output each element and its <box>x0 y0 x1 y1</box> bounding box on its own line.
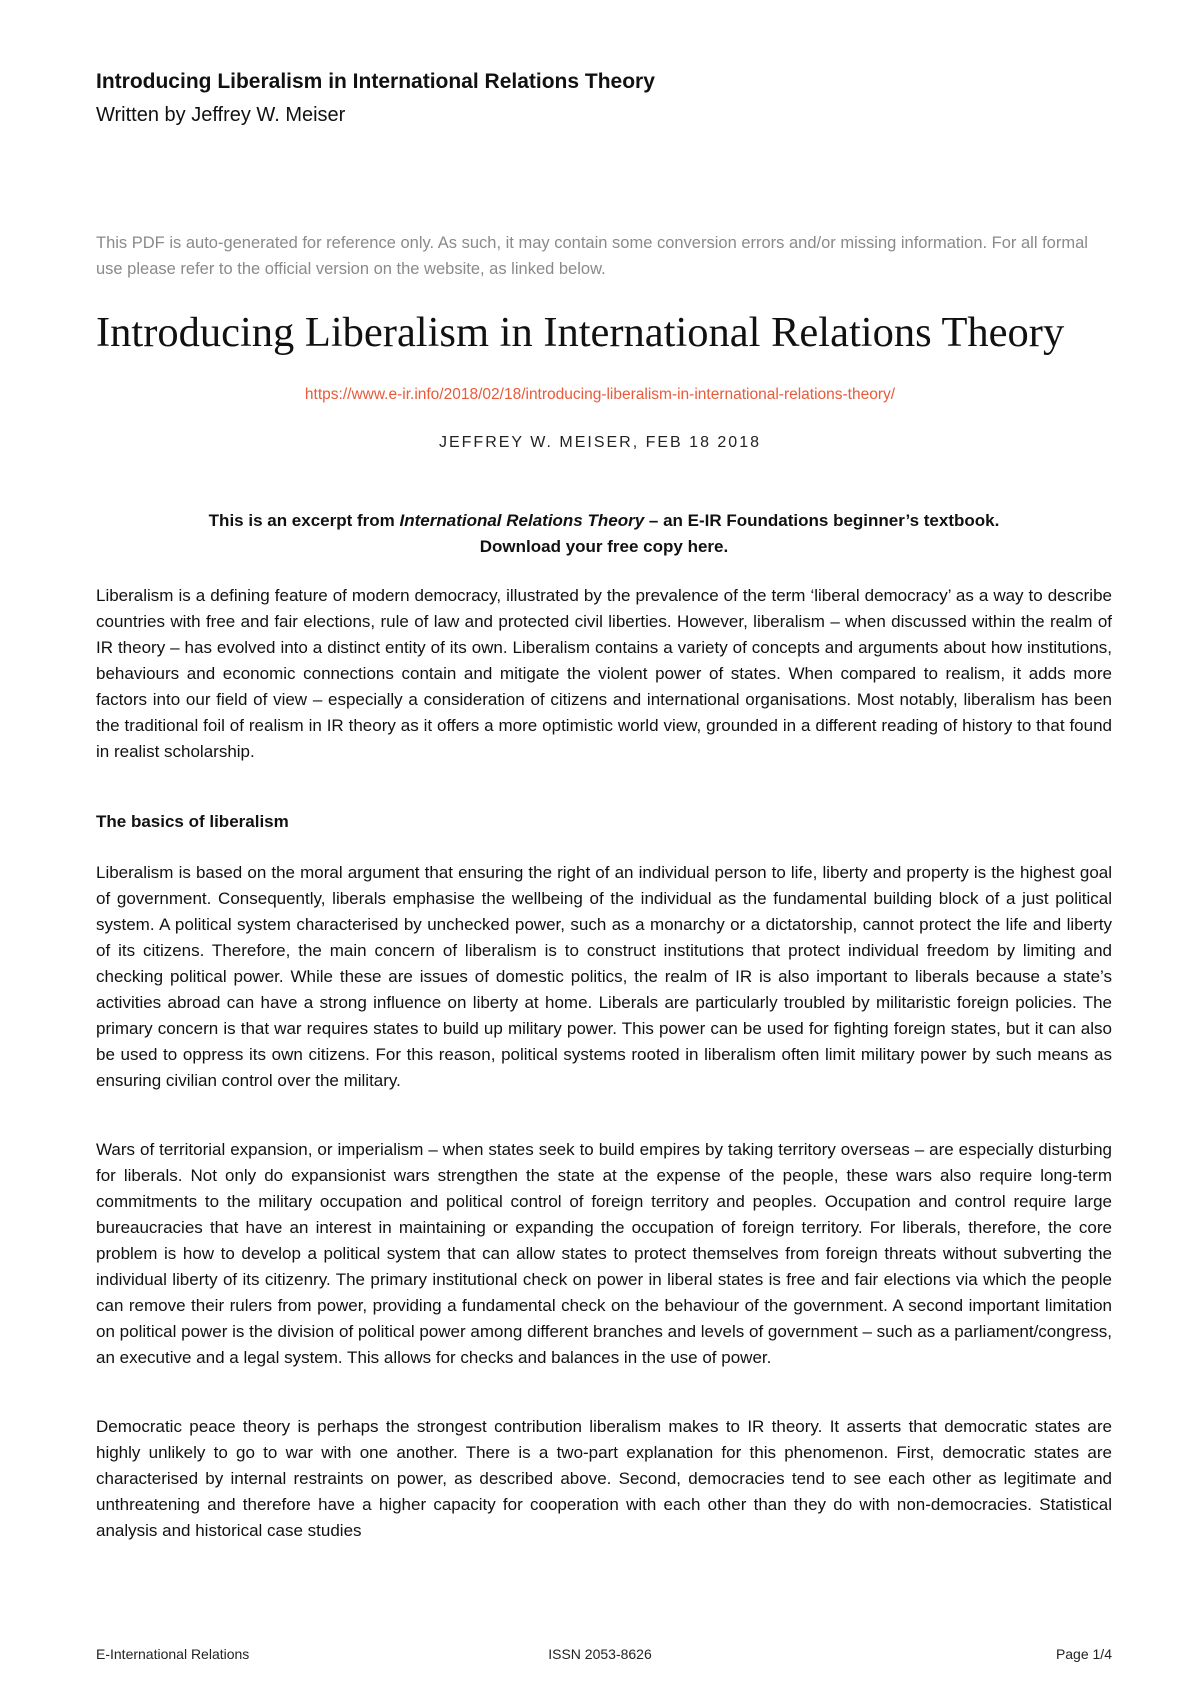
paragraph-basics-3: Democratic peace theory is perhaps the strongest contribution liberalism makes to IR theory. It asserts that democratic states are highly unlikely to go to war with one another. There is a two-part explanation for this phenomenon. First, democratic states are characterised by internal restraints on power, as described above. Second, democracies tend to see each other as legitimate and unthreatening and therefore have a higher capacity for cooperation with each other than they do with non-democracies. Statistical analysis and historical case studies <box>96 1417 1112 1540</box>
excerpt-note <box>96 508 1112 560</box>
footer-issn: ISSN 2053-8626 <box>548 1646 652 1662</box>
paragraph-intro: Liberalism is a defining feature of modern democracy, illustrated by the prevalence of the term ‘liberal democracy’ as a way to describe countries with free and fair elections, rule of law and protected civil liberties. However, liberalism – when discussed within the realm of IR theory – has evolved into a distinct entity of its own. Liberalism contains a variety of concepts and arguments about how institutions, behaviours and economic connections contain and mitigate the violent power of states. When compared to realism, it adds more factors into our field of view – especially a consideration of citizens and international organisations. Most notably, liberalism has been the traditional foil of realism in IR theory as it offers a more optimistic world view, grounded in a different reading of history to that found in realist scholarship. <box>96 586 1112 761</box>
footer-publisher: E-International Relations <box>96 1646 250 1662</box>
article-title: Introducing Liberalism in International Relations Theory <box>96 309 1065 356</box>
header-title: Introducing Liberalism in International Relations Theory <box>96 70 655 93</box>
article-url-link[interactable]: https://www.e-ir.info/2018/02/18/introducing-liberalism-in-international-relations-theory/ <box>304 386 896 403</box>
pdf-notice: This PDF is auto-generated for reference only. As such, it may contain some conversion errors and/or missing information. For all formal use please refer to the official version on the website, as linked below. <box>96 234 1088 278</box>
header-author: Written by Jeffrey W. Meiser <box>96 104 346 126</box>
download-link[interactable]: Download your free copy here. <box>479 537 729 556</box>
paragraph-basics-1: Liberalism is based on the moral argument that ensuring the right of an individual person to life, liberty and property is the highest goal of government. Consequently, liberals emphasise the wellbeing of the individual as the fundamental building block of a just political system. A political system characterised by unchecked power, such as a monarchy or a dictatorship, cannot protect the life and liberty of its citizens. Therefore, the main concern of liberalism is to construct institutions that protect individual freedom by limiting and checking political power. While these are issues of domestic politics, the realm of IR is also important to liberals because a state’s activities abroad can have a strong influence on liberty at home. Liberals are particularly troubled by militaristic foreign policies. The primary concern is that war requires states to build up military power. This power can be used for fighting foreign states, but it can also be used to oppress its own citizens. For this reason, political systems rooted in liberalism often limit military power by such means as ensuring civilian control over the military. <box>96 863 1112 1090</box>
excerpt-prefix: This is an excerpt from <box>208 511 400 530</box>
excerpt-suffix: – an E-IR Foundations beginner’s textbook. <box>644 511 1000 530</box>
section-heading: The basics of liberalism <box>96 812 289 831</box>
footer-page-number: Page 1/4 <box>1055 1646 1112 1662</box>
article-byline: JEFFREY W. MEISER, FEB 18 2018 <box>438 434 761 451</box>
paragraph-basics-2: Wars of territorial expansion, or imperialism – when states seek to build empires by taking territory overseas – are especially disturbing for liberals. Not only do expansionist wars strengthen the state at the expense of the people, these wars also require long-term commitments to the military occupation and political control of foreign territory and peoples. Occupation and control require large bureaucracies that have an interest in maintaining or expanding the occupation of foreign territory. For liberals, therefore, the core problem is how to develop a political system that can allow states to protect themselves from foreign threats without subverting the individual liberty of its citizenry. The primary institutional check on power in liberal states is free and fair elections via which the people can remove their rulers from power, providing a fundamental check on the behaviour of the government. A second important limitation on political power is the division of political power among different branches and levels of government – such as a parliament/congress, an executive and a legal system. This allows for checks and balances in the use of power. <box>96 1140 1112 1367</box>
excerpt-book-title: International Relations Theory <box>399 511 645 530</box>
